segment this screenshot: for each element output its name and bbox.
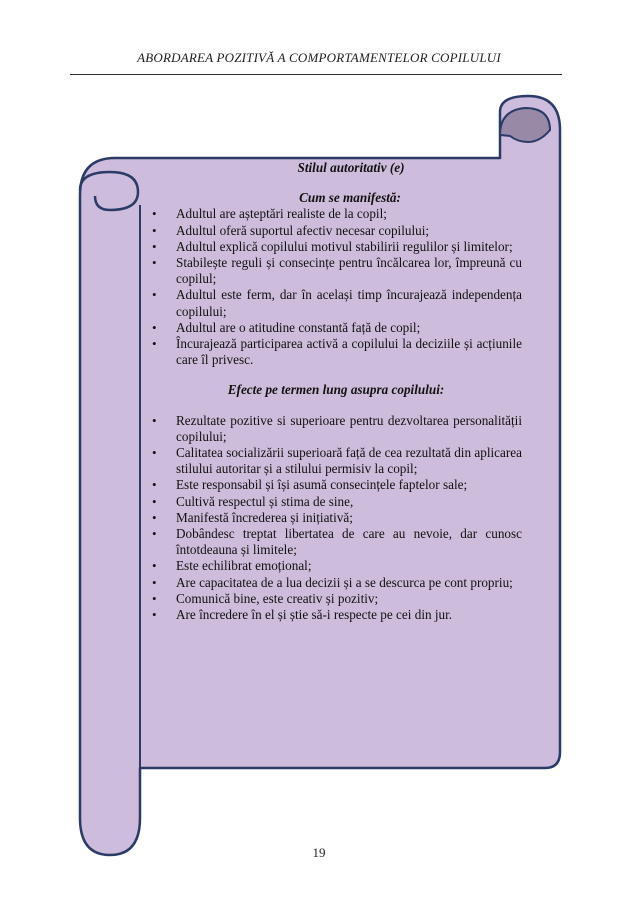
page-number: 19 — [312, 845, 326, 860]
style-title: Stilul autoritativ (e) — [297, 160, 405, 175]
effects-list — [150, 413, 522, 624]
section-heading-manifestation: Cum se manifestă: — [299, 190, 401, 206]
list-item: • Calitatea socializării superioară față de cea rezultată din aplicarea stilului autoritar și a stilului permisiv la copil; — [150, 445, 522, 477]
scroll-content — [150, 160, 522, 623]
list-item: • Are capacitatea de a lua decizii și a se descurca pe cont propriu; — [150, 575, 522, 591]
list-item: • Comunică bine, este creativ și pozitiv; — [150, 591, 522, 607]
list-item: • Stabilește reguli și consecințe pentru încălcarea lor, împreună cu copilul; — [150, 255, 522, 287]
list-item: • Rezultate pozitive si superioare pentru dezvoltarea personalității copilului; — [150, 413, 522, 445]
list-item: • Manifestă încrederea și inițiativă; — [150, 510, 522, 526]
list-item: • Adultul explică copilului motivul stabilirii regulilor și limitelor; — [150, 239, 522, 255]
list-item: • Este echilibrat emoțional; — [150, 558, 522, 574]
list-item: • Adultul are o atitudine constantă față de copil; — [150, 320, 522, 336]
list-item: • Este responsabil și își asumă consecințele faptelor sale; — [150, 477, 522, 493]
list-item: • Adultul oferă suportul afectiv necesar copilului; — [150, 223, 522, 239]
list-item: • Dobândesc treptat libertatea de care au nevoie, dar cunosc întotdeauna și limitele; — [150, 526, 522, 558]
list-item: • Adultul este ferm, dar în același timp încurajează independența copilului; — [150, 287, 522, 319]
list-item: • Adultul are așteptări realiste de la copil; — [150, 206, 522, 222]
manifestation-list — [150, 206, 522, 368]
list-item: • Încurajează participarea activă a copilului la deciziile și acțiunile care îl privesc. — [150, 336, 522, 368]
running-header: ABORDAREA POZITIVĂ A COMPORTAMENTELOR COPILULUI — [137, 50, 501, 65]
list-item: • Are încredere în el și știe să-i respecte pe cei din jur. — [150, 607, 522, 623]
list-item: • Cultivă respectul și stima de sine, — [150, 494, 522, 510]
section-heading-effects: Efecte pe termen lung asupra copilului: — [227, 382, 445, 398]
